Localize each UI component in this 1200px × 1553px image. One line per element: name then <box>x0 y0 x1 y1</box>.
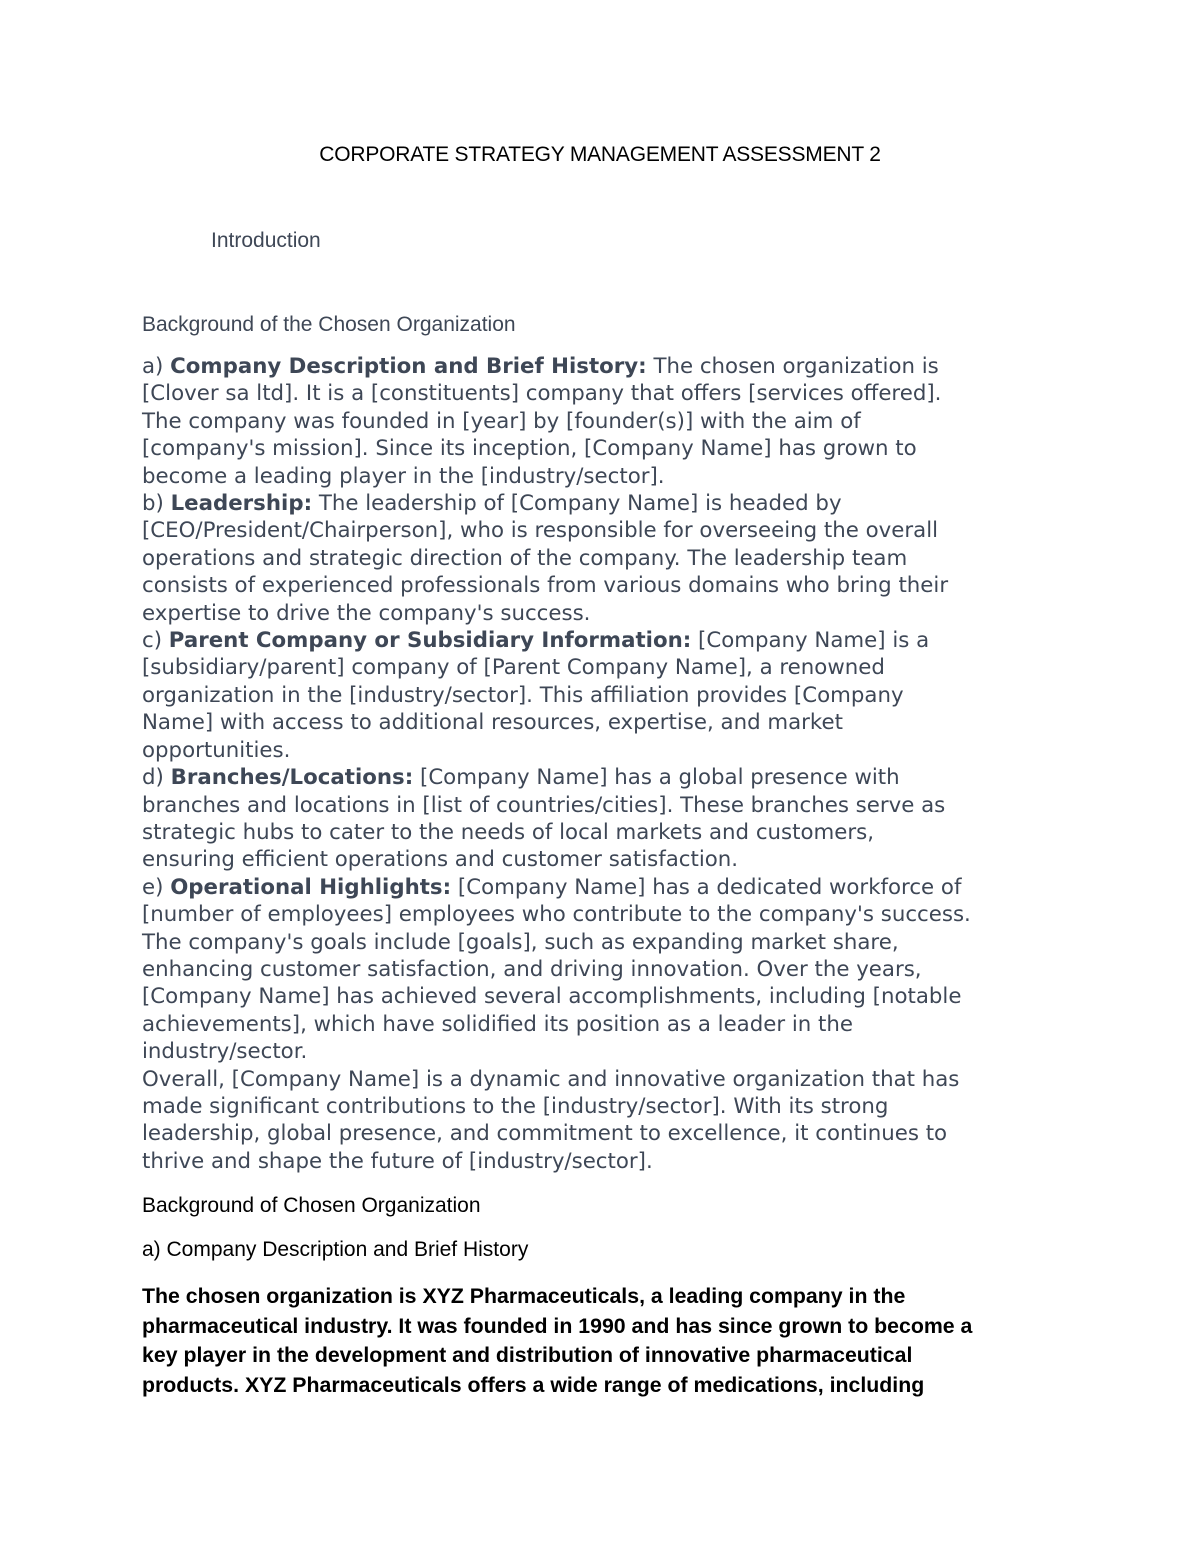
overall-line: thrive and shape the future of [industry/sector]. <box>142 1148 653 1174</box>
section-e-line: industry/sector. <box>142 1039 308 1065</box>
section-b-text: The leadership of [Company Name] is headed by <box>312 491 842 517</box>
xyz-paragraph-line: pharmaceutical industry. It was founded in 1990 and has since grown to become a <box>142 1313 973 1338</box>
section-a-text: The chosen organization is <box>646 354 939 379</box>
section-e-prefix: e) <box>142 874 171 900</box>
introduction-heading: Introduction <box>211 229 321 252</box>
overall-line: Overall, [Company Name] is a dynamic and innovative organization that has <box>142 1066 960 1092</box>
section-e-line: The company's goals include [goals], such as expanding market share, <box>142 929 899 955</box>
xyz-paragraph-line: key player in the development and distribution of innovative pharmaceutical <box>142 1343 913 1367</box>
company-description-subheading: a) Company Description and Brief History <box>142 1238 529 1261</box>
overall-line: leadership, global presence, and commitment to excellence, it continues to <box>142 1121 948 1147</box>
section-c-line <box>142 627 1072 654</box>
section-c-text: [Company Name] is a <box>691 628 930 654</box>
section-b-line <box>142 490 1072 517</box>
section-e-line: [Company Name] has achieved several accomplishments, including [notable <box>142 984 962 1010</box>
section-e-line <box>142 874 1072 901</box>
section-c-line: organization in the [industry/sector]. This affiliation provides [Company <box>142 682 904 708</box>
overall-line: made significant contributions to the [industry/sector]. With its strong <box>142 1093 889 1119</box>
section-b-line: expertise to drive the company's success. <box>142 600 591 626</box>
section-a-line: [company's mission]. Since its inception, [Company Name] has grown to <box>142 436 917 462</box>
section-e-line: [number of employees] employees who contribute to the company's success. <box>142 902 971 928</box>
section-b-line: consists of experienced professionals from various domains who bring their <box>142 573 949 599</box>
section-a-line: [Clover sa ltd]. It is a [constituents] company that offers [services offered]. <box>142 381 942 407</box>
section-b-line: operations and strategic direction of the company. The leadership team <box>142 545 908 571</box>
section-d-line: ensuring efficient operations and customer satisfaction. <box>142 847 739 873</box>
section-b-line: [CEO/President/Chairperson], who is responsible for overseeing the overall <box>142 518 939 544</box>
section-d-text: [Company Name] has a global presence with <box>413 765 900 791</box>
section-a-line: The company was founded in [year] by [founder(s)] with the aim of <box>142 408 861 434</box>
section-a-line <box>142 353 1072 380</box>
section-e-line: enhancing customer satisfaction, and driving innovation. Over the years, <box>142 956 922 982</box>
xyz-paragraph-line: products. XYZ Pharmaceuticals offers a wide range of medications, including <box>142 1372 925 1397</box>
background-heading-second: Background of Chosen Organization <box>142 1194 481 1217</box>
section-b-label: Leadership: <box>170 491 313 517</box>
section-c-line: [subsidiary/parent] company of [Parent Company Name], a renowned <box>142 655 885 681</box>
xyz-paragraph <box>142 1282 1082 1400</box>
section-d-line: strategic hubs to cater to the needs of local markets and customers, <box>142 819 874 845</box>
section-d-line: branches and locations in [list of countries/cities]. These branches serve as <box>142 792 946 818</box>
section-c-line: opportunities. <box>142 737 291 763</box>
background-heading: Background of the Chosen Organization <box>142 313 516 336</box>
section-a-line: become a leading player in the [industry/sector]. <box>142 463 665 489</box>
xyz-paragraph-line: The chosen organization is XYZ Pharmaceuticals, a leading company in the <box>142 1284 906 1308</box>
section-a-prefix: a) <box>142 354 171 379</box>
section-e-text: [Company Name] has a dedicated workforce of <box>451 874 962 900</box>
document-title: CORPORATE STRATEGY MANAGEMENT ASSESSMENT 2 <box>319 143 881 166</box>
background-body <box>142 353 1072 1175</box>
section-d-line <box>142 764 1072 791</box>
section-a-label: Company Description and Brief History: <box>170 354 647 379</box>
section-d-prefix: d) <box>142 765 171 791</box>
section-c-prefix: c) <box>142 628 169 654</box>
section-e-label: Operational Highlights: <box>170 874 452 900</box>
section-d-label: Branches/Locations: <box>170 765 414 791</box>
section-e-line: achievements], which have solidified its position as a leader in the <box>142 1011 854 1037</box>
section-c-label: Parent Company or Subsidiary Information: <box>168 628 692 654</box>
section-c-line: Name] with access to additional resources, expertise, and market <box>142 710 843 736</box>
section-b-prefix: b) <box>142 491 171 517</box>
